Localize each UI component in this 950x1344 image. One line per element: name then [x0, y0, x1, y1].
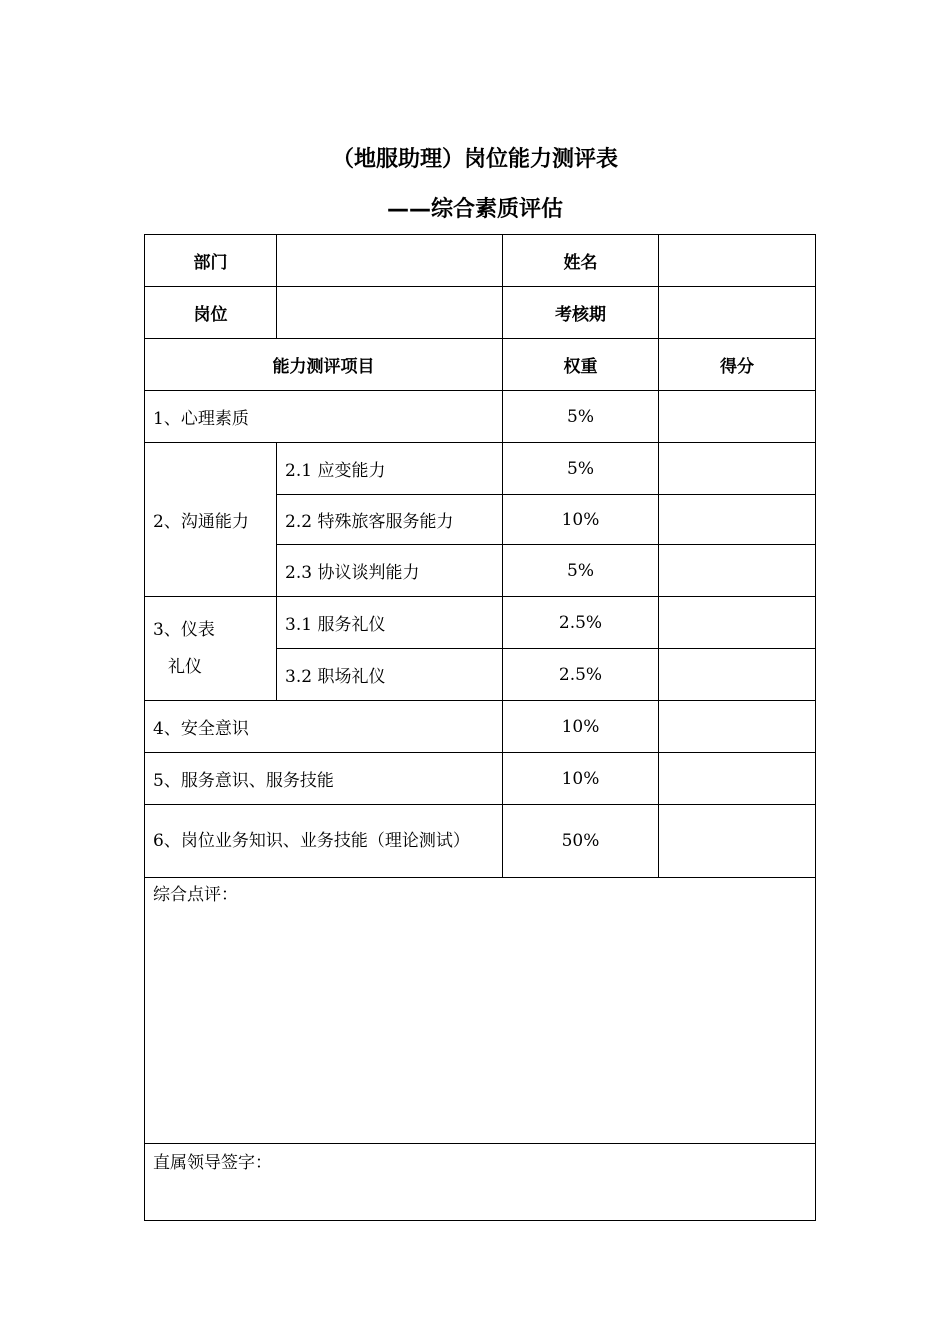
group-label: 2、沟通能力 [145, 443, 277, 597]
period-field[interactable] [659, 287, 816, 339]
name-label: 姓名 [503, 235, 659, 287]
col-header-weight: 权重 [503, 339, 659, 391]
table-row [145, 235, 816, 287]
score-field[interactable] [659, 495, 816, 545]
score-field[interactable] [659, 753, 816, 805]
signature-area[interactable] [145, 1144, 816, 1221]
col-header-score: 得分 [659, 339, 816, 391]
comment-label: 综合点评： [153, 885, 238, 905]
subitem-label: 2.1 应变能力 [277, 443, 503, 495]
subitem-label: 2.3 协议谈判能力 [277, 545, 503, 597]
position-label: 岗位 [145, 287, 277, 339]
column-header-row [145, 339, 816, 391]
score-field[interactable] [659, 649, 816, 701]
subitem-label: 3.2 职场礼仪 [277, 649, 503, 701]
group-label-line2: 礼仪 [168, 656, 202, 677]
item-weight: 10% [503, 701, 659, 753]
item-label: 5、服务意识、服务技能 [145, 753, 503, 805]
table-row [145, 701, 816, 753]
score-field[interactable] [659, 443, 816, 495]
position-field[interactable] [277, 287, 503, 339]
score-field[interactable] [659, 701, 816, 753]
item-label: 6、岗位业务知识、业务技能（理论测试） [145, 805, 503, 878]
form-subtitle: ——综合素质评估 [386, 197, 563, 222]
score-field[interactable] [659, 391, 816, 443]
item-weight: 50% [503, 805, 659, 878]
item-weight: 5% [503, 391, 659, 443]
col-header-item: 能力测评项目 [145, 339, 503, 391]
name-field[interactable] [659, 235, 816, 287]
item-label: 1、心理素质 [145, 391, 503, 443]
score-field[interactable] [659, 597, 816, 649]
subitem-label: 2.2 特殊旅客服务能力 [277, 495, 503, 545]
table-row [145, 805, 816, 878]
item-weight: 10% [503, 495, 659, 545]
period-label: 考核期 [503, 287, 659, 339]
item-weight: 2.5% [503, 597, 659, 649]
table-row [145, 753, 816, 805]
item-label: 4、安全意识 [145, 701, 503, 753]
score-field[interactable] [659, 805, 816, 878]
item-weight: 2.5% [503, 649, 659, 701]
item-weight: 5% [503, 545, 659, 597]
table-row [145, 597, 816, 649]
dept-field[interactable] [277, 235, 503, 287]
subitem-label: 3.1 服务礼仪 [277, 597, 503, 649]
group-label [145, 597, 277, 701]
table-row [145, 391, 816, 443]
table-row [145, 443, 816, 495]
dept-label: 部门 [145, 235, 277, 287]
table-row [145, 287, 816, 339]
signature-label: 直属领导签字： [153, 1153, 272, 1173]
comment-area[interactable] [145, 878, 816, 1144]
score-field[interactable] [659, 545, 816, 597]
comment-row [145, 878, 816, 1144]
item-weight: 10% [503, 753, 659, 805]
group-label-line1: 3、仪表 [153, 619, 215, 640]
item-weight: 5% [503, 443, 659, 495]
signature-row [145, 1144, 816, 1221]
form-title: （地服助理）岗位能力测评表 [331, 147, 618, 172]
evaluation-table [144, 234, 816, 1221]
